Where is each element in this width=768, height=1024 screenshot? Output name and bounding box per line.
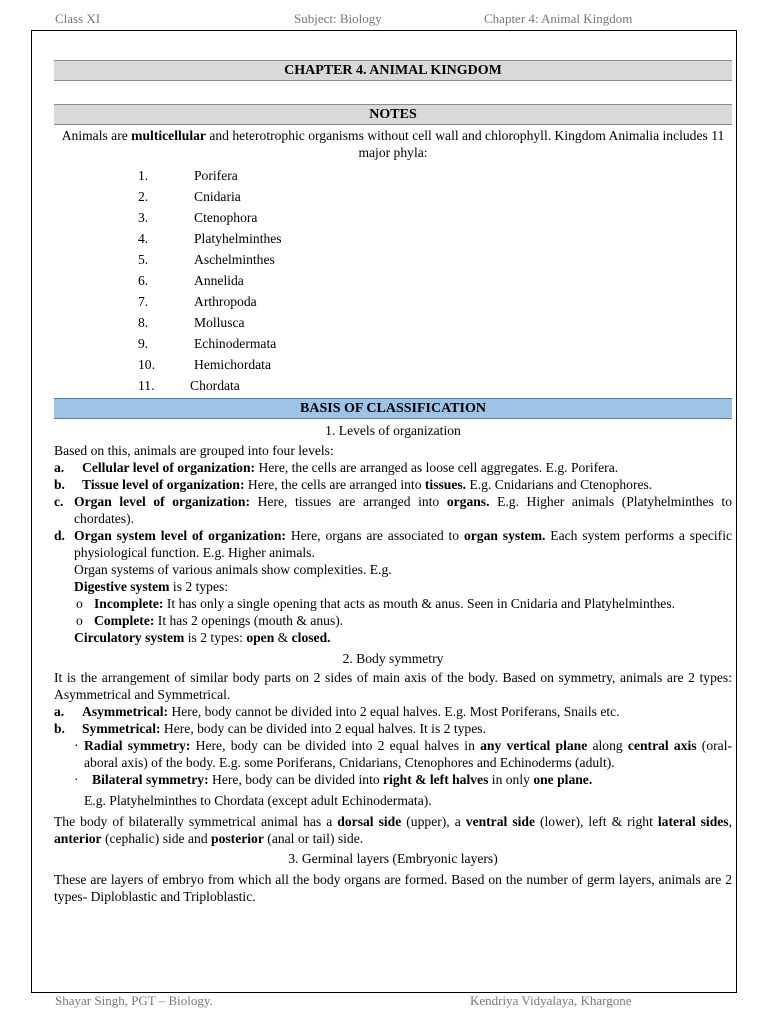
list-item: 1. Porifera	[138, 168, 238, 183]
germinal-heading: 3. Germinal layers (Embryonic layers)	[288, 851, 498, 866]
bilateral-body-text: The body of bilaterally symmetrical animal has a dorsal side (upper), a ventral side (lower), left & right lateral sides, anterior (cephalic) side and posterior (anal or tail) side.	[54, 814, 732, 846]
header-subject: Subject: Biology	[294, 11, 382, 26]
levels-intro: Based on this, animals are grouped into four levels:	[54, 443, 334, 458]
symmetry-example: E.g. Platyhelminthes to Chordata (except adult Echinodermata).	[84, 793, 432, 808]
level-b: b. Tissue level of organization: Here, the cells are arranged into tissues. E.g. Cnidarians and Ctenophores.	[54, 477, 653, 492]
list-item: 7. Arthropoda	[138, 294, 257, 309]
level-a: a. Cellular level of organization: Here, the cells are arranged as loose cell aggregates. E.g. Porifera.	[54, 460, 619, 475]
list-item: 10. Hemichordata	[138, 357, 271, 372]
page-content	[54, 60, 732, 905]
level-c: c. Organ level of organization: Here, tissues are arranged into organs. E.g. Higher animals (Platyhelminthes to chordates).	[54, 494, 732, 526]
level-d: d. Organ system level of organization: Here, organs are associated to organ system. Each system performs a specific physiological function. E.g. Higher animals.	[54, 528, 733, 560]
symmetry-heading: 2. Body symmetry	[342, 651, 444, 666]
footer-school: Kendriya Vidyalaya, Khargone	[470, 993, 632, 1008]
symmetry-b: b. Symmetrical: Here, body can be divided into 2 equal halves. It is 2 types.	[54, 721, 486, 736]
complexities-text: Organ systems of various animals show complexities. E.g.	[74, 562, 392, 577]
list-item: 3. Ctenophora	[138, 210, 258, 225]
list-item: 11. Chordata	[138, 378, 240, 393]
list-item: 8. Mollusca	[138, 315, 245, 330]
symmetry-intro: It is the arrangement of similar body parts on 2 sides of main axis of the body. Based on symmetry, animals are 2 types: Asymmetrical and Symmetrical.	[54, 670, 732, 702]
header-class: Class XI	[55, 11, 101, 26]
incomplete-item: o Incomplete: It has only a single opening that acts as mouth & anus. Seen in Cnidaria and Platyhelminthes.	[76, 596, 676, 611]
list-item: 9. Echinodermata	[138, 336, 277, 351]
circulatory-system: Circulatory system is 2 types: open & closed.	[74, 630, 331, 645]
radial-symmetry: · Radial symmetry: Here, body can be divided into 2 equal halves in any vertical plane along central axis (oral-aboral axis) of the body. E.g. some Poriferans, Cnidarians, Ctenophores and Echinoderms (adult).	[74, 738, 732, 770]
chapter-title: CHAPTER 4. ANIMAL KINGDOM	[54, 60, 732, 81]
germinal-text: These are layers of embryo from which all the body organs are formed. Based on the number of germ layers, animals are 2 types- Diploblastic and Triploblastic.	[54, 872, 732, 904]
basis-heading: BASIS OF CLASSIFICATION	[54, 398, 732, 419]
symmetry-a: a. Asymmetrical: Here, body cannot be divided into 2 equal halves. E.g. Most Poriferans, Snails etc.	[54, 704, 620, 719]
list-item: 4. Platyhelminthes	[138, 231, 282, 246]
phyla-list	[54, 165, 732, 396]
footer-author: Shayar Singh, PGT – Biology.	[55, 993, 213, 1008]
intro-paragraph: Animals are multicellular and heterotrophic organisms without cell wall and chlorophyll. Kingdom Animalia includes 11 major phyla:	[61, 128, 725, 160]
header-chapter: Chapter 4: Animal Kingdom	[484, 11, 633, 26]
notes-heading: NOTES	[54, 104, 732, 125]
digestive-system: Digestive system is 2 types:	[74, 579, 229, 594]
list-item: 6. Annelida	[138, 273, 244, 288]
levels-heading: 1. Levels of organization	[325, 423, 461, 438]
bilateral-symmetry: · Bilateral symmetry: Here, body can be divided into right & left halves in only one plane.	[74, 772, 593, 787]
list-item: 2. Cnidaria	[138, 189, 241, 204]
list-item: 5. Aschelminthes	[138, 252, 275, 267]
complete-item: o Complete: It has 2 openings (mouth & anus).	[76, 613, 344, 628]
